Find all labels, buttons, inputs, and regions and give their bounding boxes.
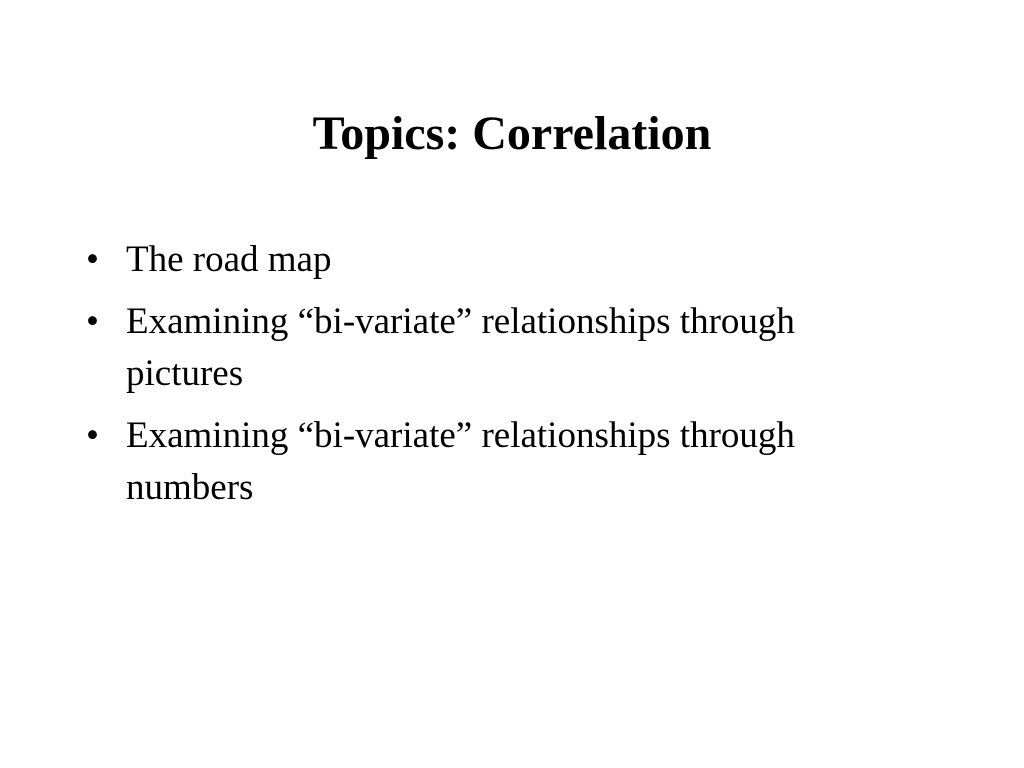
bullet-text: The road map xyxy=(126,239,332,280)
slide-title: Topics: Correlation xyxy=(312,107,712,160)
bullet-item-pictures xyxy=(82,296,842,400)
bullet-list xyxy=(82,234,842,524)
bullet-dot-icon: • xyxy=(86,301,99,342)
bullet-text: Examining “bi-variate” relationships through numbers xyxy=(126,415,795,508)
bullet-dot-icon: • xyxy=(86,415,99,456)
bullet-item-road-map xyxy=(82,234,842,286)
bullet-text: Examining “bi-variate” relationships through pictures xyxy=(126,301,795,394)
bullet-dot-icon: • xyxy=(86,239,99,280)
bullet-item-numbers xyxy=(82,410,842,514)
